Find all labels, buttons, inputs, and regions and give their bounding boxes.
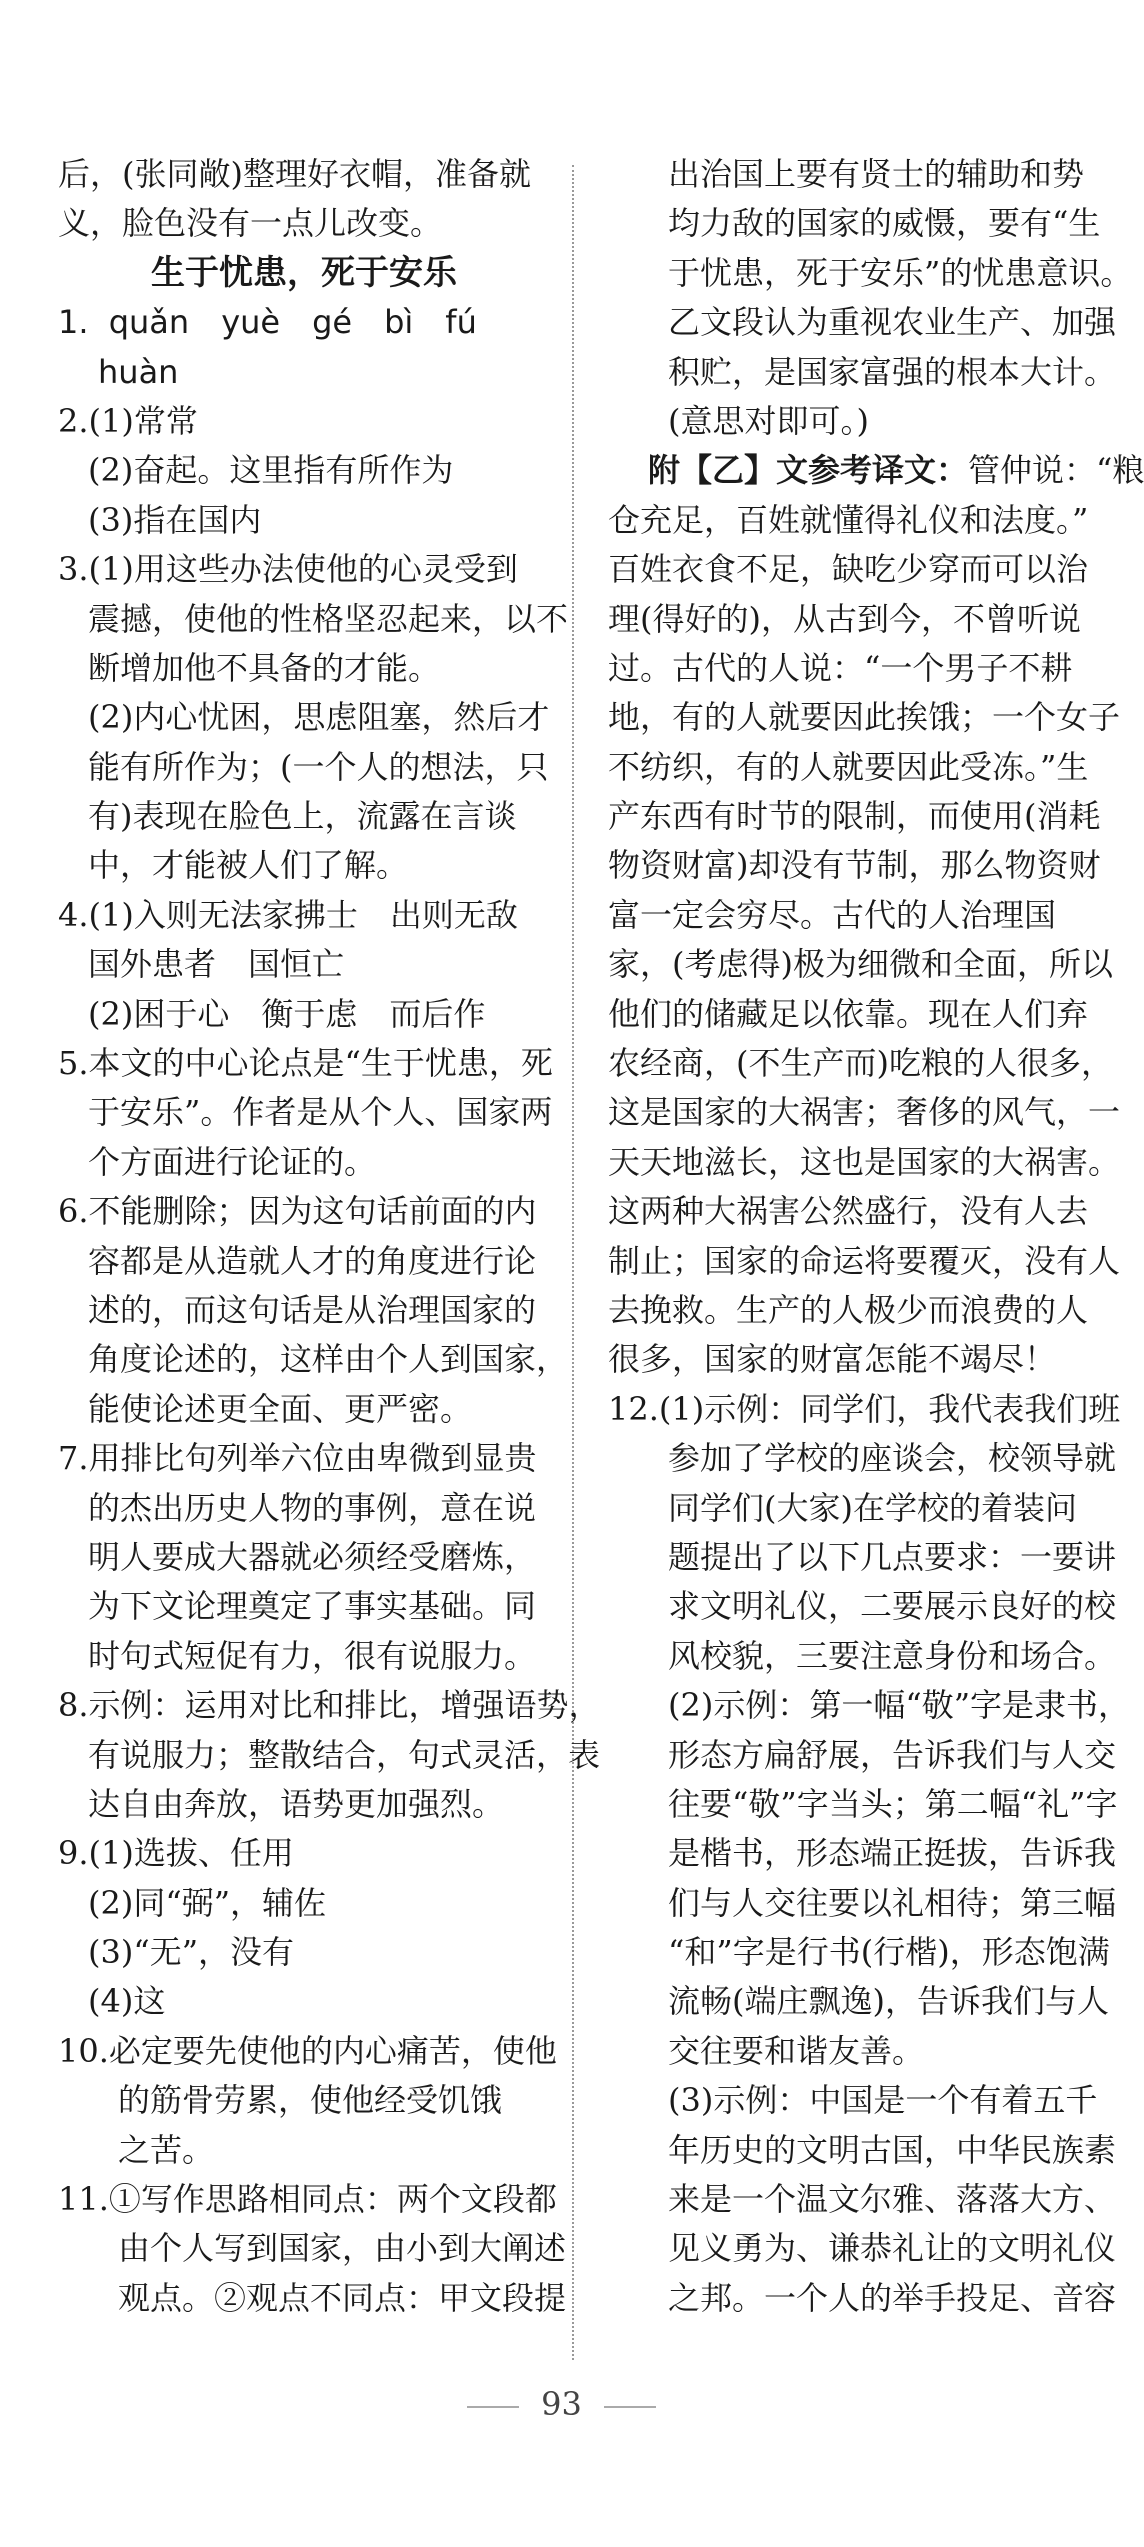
answer-11: 于忧患，死于安乐”的忧患意识。 — [668, 253, 1133, 292]
translation-text: 过。古代的人说：“一个男子不耕 — [608, 648, 1073, 687]
answer-1-pinyin: 1. quǎn yuè gé bì fú — [58, 303, 477, 342]
answer-9: 9.(1)选拔、任用 — [58, 1834, 294, 1873]
answer-12: 交往要和谐友善。 — [668, 2031, 925, 2070]
answer-11: 积贮，是国家富强的根本大计。 — [668, 352, 1117, 391]
answer-10: 10.必定要先使他的内心痛苦，使他 — [58, 2031, 557, 2070]
answer-12: 来是一个温文尔雅、落落大方、 — [668, 2180, 1117, 2219]
answer-11: 11.①写作思路相同点：两个文段都 — [58, 2180, 557, 2219]
answer-7: 时句式短促有力，很有说服力。 — [88, 1636, 537, 1675]
answer-4: 4.(1)入则无法家拂士 出则无敌 — [58, 895, 518, 934]
answer-11: 乙文段认为重视农业生产、加强 — [668, 303, 1117, 342]
answer-12: “和”字是行书(行楷)，形态饱满 — [668, 1933, 1110, 1972]
translation-text: 很多，国家的财富怎能不竭尽！ — [608, 1340, 1057, 1379]
left-column — [58, 150, 601, 2323]
answer-12: 形态方扁舒展，告诉我们与人交 — [668, 1735, 1117, 1774]
answer-9: (3)“无”，没有 — [88, 1933, 295, 1972]
answer-11: 由个人写到国家，由小到大阐述 — [118, 2229, 567, 2268]
translation-text: 他们的储藏足以依靠。现在人们弃 — [608, 994, 1089, 1033]
answer-12: 之邦。一个人的举手投足、音容 — [668, 2278, 1117, 2317]
answer-2: (2)奋起。这里指有所作为 — [88, 451, 454, 490]
answer-4: 国外患者 国恒亡 — [88, 945, 345, 984]
answer-3: (2)内心忧困，思虑阻塞，然后才 — [88, 698, 550, 737]
answer-12: 题提出了以下几点要求：一要讲 — [668, 1537, 1117, 1576]
translation-text: 农经商，(不生产而)吃粮的人很多， — [608, 1044, 1113, 1083]
answer-7: 明人要成大器就必须经受磨炼， — [88, 1537, 537, 1576]
translation-text: 家，(考虑得)极为细微和全面，所以 — [608, 945, 1113, 984]
page-number: 93 — [541, 2385, 582, 2423]
footer-dash — [604, 2406, 656, 2408]
answer-7: 7.用排比句列举六位由卑微到显贵 — [58, 1439, 537, 1478]
answer-6: 角度论述的，这样由个人到国家， — [88, 1340, 569, 1379]
translation-text: 管仲说：“粮 — [968, 451, 1144, 490]
translation-text: 去挽救。生产的人极少而浪费的人 — [608, 1290, 1089, 1329]
translation-text: 理(得好的)，从古到今，不曾听说 — [608, 599, 1081, 638]
answer-12: 见义勇为、谦恭礼让的文明礼仪 — [668, 2229, 1117, 2268]
answer-12: 们与人交往要以礼相待；第三幅 — [668, 1883, 1117, 1922]
answer-3: 断增加他不具备的才能。 — [88, 648, 441, 687]
translation-text: 这是国家的大祸害；奢侈的风气，一 — [608, 1093, 1121, 1132]
translation-text: 不纺织，有的人就要因此受冻。”生 — [608, 747, 1089, 786]
answer-10: 的筋骨劳累，使他经受饥饿 — [118, 2081, 503, 2120]
translation-text: 天天地滋长，这也是国家的大祸害。 — [608, 1142, 1121, 1181]
answer-3: 中，才能被人们了解。 — [88, 846, 409, 885]
translation-heading: 附【乙】文参考译文： — [648, 451, 969, 490]
translation-text: 制止；国家的命运将要覆灭，没有人 — [608, 1241, 1121, 1280]
answer-2: (3)指在国内 — [88, 500, 262, 539]
translation-heading-line — [608, 446, 1144, 495]
translation-text: 地，有的人就要因此挨饿；一个女子 — [608, 698, 1121, 737]
answer-6: 能使论述更全面、更严密。 — [88, 1389, 473, 1428]
translation-text: 富一定会穷尽。古代的人治理国 — [608, 895, 1057, 934]
answer-3: 有)表现在脸色上，流露在言谈 — [88, 797, 517, 836]
text-line: 后，(张同敞)整理好衣帽，准备就 — [58, 155, 531, 193]
answer-11: 观点。②观点不同点：甲文段提 — [118, 2278, 567, 2317]
translation-text: 这两种大祸害公然盛行，没有人去 — [608, 1192, 1089, 1231]
answer-8: 达自由奔放，语势更加强烈。 — [88, 1784, 505, 1823]
answer-3: 3.(1)用这些办法使他的心灵受到 — [58, 550, 518, 589]
answer-12: (2)示例：第一幅“敬”字是隶书， — [668, 1686, 1131, 1725]
page-footer — [0, 2385, 1123, 2423]
answer-3: 能有所作为；(一个人的想法，只 — [88, 747, 549, 786]
answer-12: 求文明礼仪，二要展示良好的校 — [668, 1587, 1117, 1626]
answer-5: 于安乐”。作者是从个人、国家两 — [88, 1093, 553, 1132]
answer-12: 是楷书，形态端正挺拔，告诉我 — [668, 1834, 1117, 1873]
answer-1-pinyin: huàn — [98, 352, 179, 391]
answer-8: 8.示例：运用对比和排比，增强语势， — [58, 1686, 601, 1725]
answer-4: (2)困于心 衡于虑 而后作 — [88, 994, 486, 1033]
answer-12: 年历史的文明古国，中华民族素 — [668, 2130, 1117, 2169]
answer-12: (3)示例：中国是一个有着五千 — [668, 2081, 1098, 2120]
section-title: 生于忧患，死于安乐 — [151, 252, 457, 293]
answer-12: 12.(1)示例：同学们，我代表我们班 — [608, 1389, 1121, 1428]
answer-8: 有说服力；整散结合，句式灵活，表 — [88, 1735, 601, 1774]
answer-11: (意思对即可。) — [668, 401, 869, 440]
answer-11: 均力敌的国家的威慑，要有“生 — [668, 204, 1101, 243]
answer-5: 5.本文的中心论点是“生于忧患，死 — [58, 1044, 553, 1083]
translation-text: 仓充足，百姓就懂得礼仪和法度。” — [608, 500, 1089, 539]
answer-12: 往要“敬”字当头；第二幅“礼”字 — [668, 1784, 1118, 1823]
column-divider — [572, 165, 574, 2360]
translation-text: 产东西有时节的限制，而使用(消耗 — [608, 797, 1101, 836]
footer-dash — [467, 2406, 519, 2408]
text-line: 义，脸色没有一点儿改变。 — [58, 204, 443, 243]
answer-6: 述的，而这句话是从治理国家的 — [88, 1290, 537, 1329]
answer-3: 震撼，使他的性格坚忍起来，以不 — [88, 599, 569, 638]
answer-9: (4)这 — [88, 1982, 166, 2021]
answer-12: 流畅(端庄飘逸)，告诉我们与人 — [668, 1982, 1109, 2021]
right-column — [608, 150, 1144, 2323]
answer-9: (2)同“弼”，辅佐 — [88, 1883, 327, 1922]
answer-12: 同学们(大家)在学校的着装问 — [668, 1488, 1077, 1527]
answer-6: 容都是从造就人才的角度进行论 — [88, 1241, 537, 1280]
answer-11: 出治国上要有贤士的辅助和势 — [668, 155, 1085, 193]
answer-12: 参加了学校的座谈会，校领导就 — [668, 1439, 1117, 1478]
answer-2: 2.(1)常常 — [58, 401, 198, 440]
answer-7: 的杰出历史人物的事例，意在说 — [88, 1488, 537, 1527]
answer-10: 之苦。 — [118, 2130, 215, 2169]
answer-6: 6.不能删除；因为这句话前面的内 — [58, 1192, 537, 1231]
translation-text: 物资财富)却没有节制，那么物资财 — [608, 846, 1101, 885]
translation-text: 百姓衣食不足，缺吃少穿而可以治 — [608, 550, 1089, 589]
answer-5: 个方面进行论证的。 — [88, 1142, 377, 1181]
answer-12: 风校貌，三要注意身份和场合。 — [668, 1636, 1117, 1675]
answer-7: 为下文论理奠定了事实基础。同 — [88, 1587, 537, 1626]
